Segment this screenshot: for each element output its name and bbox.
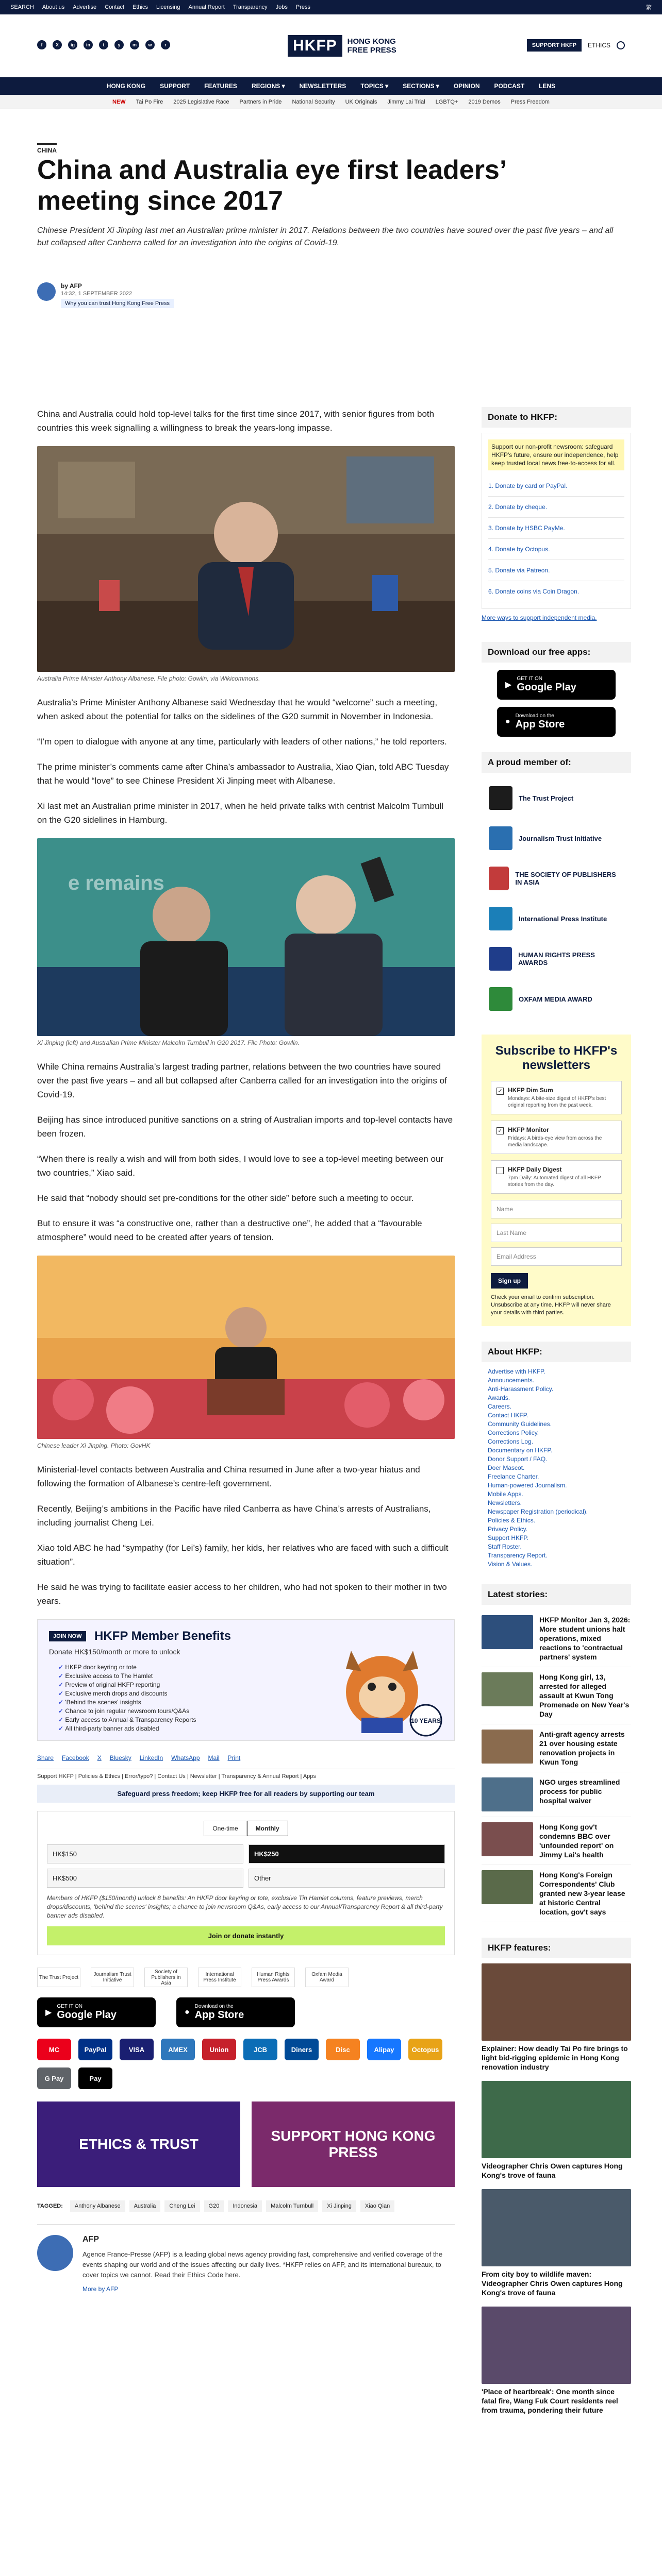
about-link[interactable]: Support HKFP. — [488, 1534, 529, 1541]
topbar-link-advertise[interactable]: Advertise — [73, 4, 97, 10]
feature-card[interactable] — [482, 2189, 631, 2297]
alipay-icon: Alipay — [367, 2039, 401, 2060]
app-store-button[interactable] — [176, 1997, 295, 2027]
amex-icon: AMEX — [161, 2039, 195, 2060]
feature-image — [482, 2081, 631, 2158]
author-box-avatar[interactable] — [37, 2235, 73, 2271]
member-name: The Trust Project — [519, 794, 574, 802]
more-ways-link[interactable]: More ways to support independent media. — [482, 614, 597, 621]
tag-link[interactable]: Malcolm Turnbull — [266, 2200, 318, 2212]
gp-small: GET IT ON — [57, 2004, 82, 2009]
feature-image — [482, 1963, 631, 2041]
option-desc: Fridays: A birds-eye view from across the media landscape. — [508, 1136, 602, 1148]
donate-option[interactable]: 2. Donate by cheque. — [488, 497, 624, 518]
benefit-item: ✓ Early access to Annual & Transparency Reports — [58, 1716, 196, 1724]
member-logo[interactable] — [482, 818, 631, 858]
photo-xi-turnbull[interactable] — [37, 838, 455, 1036]
oxfam-icon — [489, 987, 512, 1011]
donate-heading: Donate to HKFP: — [482, 407, 631, 428]
donate-option[interactable]: 3. Donate by HSBC PayMe. — [488, 518, 624, 539]
about-link[interactable]: Anti-Harassment Policy. — [488, 1385, 554, 1393]
banner-subtitle: Donate HK$150/month or more to unlock — [49, 1648, 180, 1656]
photo-xi-illustration — [37, 1256, 455, 1439]
feature-image — [482, 2189, 631, 2266]
topbar-link-ethics[interactable]: Ethics — [133, 4, 148, 10]
article-paragraph: Xiao told ABC he had “sympathy (for Lei’s) family, her kids, her relatives who are faced with such a difficult situation”. — [37, 1543, 449, 1567]
option-desc: Mondays: A bite-size digest of HKFP's best original reporting from the past week. — [508, 1096, 606, 1108]
as-big: App Store — [515, 719, 565, 730]
paypal-icon: PayPal — [78, 2039, 112, 2060]
trust-project-logo[interactable]: The Trust Project — [37, 1968, 80, 1987]
as-small: Download on the — [515, 713, 554, 719]
about-link[interactable]: Advertise with HKFP. — [488, 1368, 545, 1375]
topbar-link-contact[interactable]: Contact — [105, 4, 125, 10]
diners-icon: Diners — [285, 2039, 319, 2060]
amount-option-selected[interactable]: HK$250 — [249, 1844, 445, 1863]
search-icon[interactable] — [617, 41, 625, 49]
tag-link[interactable]: Xiao Qian — [360, 2200, 394, 2212]
donate-option[interactable]: 4. Donate by Octopus. — [488, 539, 624, 560]
instagram-icon[interactable]: ig — [68, 40, 77, 49]
story-title[interactable]: NGO urges streamlined process for public hospital waiver — [539, 1778, 620, 1805]
newsletter-title: Subscribe to HKFP's newsletters — [495, 1044, 618, 1072]
youtube-icon[interactable]: y — [114, 40, 124, 49]
topbar-link-about[interactable]: About us — [42, 4, 65, 10]
tags-label: TAGGED: — [37, 2203, 63, 2209]
publish-date: 14:32, 1 SEPTEMBER 2022 — [61, 291, 133, 297]
about-link[interactable]: Staff Roster. — [488, 1543, 522, 1550]
apps-heading: Download our free apps: — [482, 642, 631, 663]
about-link[interactable]: Contact HKFP. — [488, 1412, 528, 1419]
trending-link[interactable]: 2025 Legislative Race — [173, 98, 229, 105]
story-title[interactable]: Anti-graft agency arrests 21 over housing estate renovation projects in Kwun Tong — [539, 1730, 625, 1766]
nav-item-support[interactable]: SUPPORT — [160, 82, 190, 90]
partner-logos-row — [37, 1968, 455, 1987]
trending-link[interactable]: LGBTQ+ — [435, 98, 458, 105]
support-links-row[interactable]: Support HKFP | Policies & Ethics | Error/typo? | Contact Us | Newsletter | Transparency & Annual Report | Apps — [37, 1769, 455, 1780]
member-name: HUMAN RIGHTS PRESS AWARDS — [518, 951, 595, 967]
play-icon: ▶ — [505, 681, 512, 689]
member-heading: A proud member of: — [482, 752, 631, 773]
nav-item-opinion[interactable]: OPINION — [453, 82, 480, 90]
photo-caption: Chinese leader Xi Jinping. Photo: GovHK — [37, 1442, 151, 1449]
trending-link[interactable]: Jimmy Lai Trial — [387, 98, 425, 105]
option-title: HKFP Monitor — [508, 1126, 549, 1133]
apple-icon: ● — [505, 717, 510, 726]
article-paragraph: The prime minister’s comments came after China’s ambassador to Australia, Xiao Qian, told ABC Tuesday that he would “love” to see Chinese President Xi Jinping meet with Albanese. — [37, 762, 449, 786]
ethics-promo[interactable]: ETHICS & TRUST — [37, 2102, 240, 2187]
article-paragraph: Xi last met an Australian prime minister in 2017, when he held private talks with centrist Malcolm Turnbull on the G20 sidelines in Hamburg. — [37, 801, 444, 825]
apple-pay-icon: Pay — [78, 2067, 112, 2089]
donate-note: Members of HKFP ($150/month) unlock 8 benefits: An HKFP door keyring or tote, exclusive Tin Hamlet columns, feature previews, merch drops/discounts, 'behind the scenes' insights; a chance to join newsroom Q&As, early access to our Annual/Transparency Report & all third-party banner ads disabled. — [47, 1894, 443, 1919]
donate-option[interactable]: 6. Donate coins via Coin Dragon. — [488, 581, 624, 602]
about-link[interactable]: Documentary on HKFP. — [488, 1447, 553, 1454]
nav-item-topics[interactable]: TOPICS ▾ — [360, 82, 389, 90]
photo-xi-turnbull-illustration — [37, 838, 455, 1036]
tag-link[interactable]: Cheng Lei — [164, 2200, 200, 2212]
article-paragraph: While China remains Australia’s largest trading partner, relations between the two countries have soured over the past five years – and all but collapsed after Canberra called for an investigation into the origins of Covid-19. — [37, 1062, 447, 1099]
donate-lead[interactable]: Support our non-profit newsroom: safeguard HKFP's future, ensure our independence, help keep trusted local news free-to-access for all. — [488, 439, 624, 470]
anniversary-badge: 10 YEARS — [411, 1717, 441, 1724]
member-logo[interactable] — [482, 858, 631, 899]
tag-link[interactable]: Indonesia — [228, 2200, 262, 2212]
promo-row — [37, 2102, 455, 2187]
share-print[interactable]: Print — [227, 1754, 241, 1761]
frequency-toggle — [47, 1821, 445, 1836]
play-icon: ▶ — [45, 2008, 52, 2017]
article-paragraph: Australia’s Prime Minister Anthony Albanese said Wednesday that he would “welcome” such a meeting, when asked about the potential for talks on the sidelines of the G20 summit in November in Indonesia. — [37, 698, 438, 721]
checkbox-icon[interactable] — [496, 1167, 504, 1174]
article-body — [37, 407, 455, 2293]
story-thumbnail — [482, 1777, 533, 1811]
feature-title[interactable]: Videographer Chris Owen captures Hong Kong's trove of fauna — [482, 2162, 623, 2179]
visa-icon: VISA — [120, 2039, 154, 2060]
feature-title[interactable]: From city boy to wildlife maven: Videographer Chris Owen captures Hong Kong's trove of fauna — [482, 2270, 623, 2297]
hrpa-logo[interactable]: Human Rights Press Awards — [252, 1968, 295, 1987]
latest-heading: Latest stories: — [482, 1584, 631, 1605]
share-row — [37, 1754, 455, 1761]
share-facebook[interactable]: Facebook — [62, 1754, 89, 1761]
feature-image — [482, 2307, 631, 2384]
amount-option-other[interactable]: Other — [249, 1869, 445, 1888]
jcb-icon: JCB — [243, 2039, 277, 2060]
article-standfirst: Chinese President Xi Jinping last met an Australian prime minister in 2017. Relations between the two countries have soured over the past five years – and all but collapsed after Canberra called for an investigation into the origins of Covid-19. — [37, 226, 614, 247]
topbar-link-jobs[interactable]: Jobs — [275, 4, 288, 10]
latest-story[interactable] — [482, 1667, 631, 1724]
google-pay-icon: G Pay — [37, 2067, 71, 2089]
svg-text:e remains: e remains — [68, 872, 164, 894]
trust-project-icon — [489, 786, 512, 810]
jti-icon — [489, 826, 512, 850]
trending-link[interactable]: UK Originals — [345, 98, 377, 105]
nav-item-features[interactable]: FEATURES — [204, 82, 237, 90]
nav-item-newsletters[interactable]: NEWSLETTERS — [299, 82, 346, 90]
topbar-link-press[interactable]: Press — [295, 4, 311, 10]
unionpay-icon: Union — [202, 2039, 236, 2060]
tag-link[interactable]: G20 — [204, 2200, 224, 2212]
article-category[interactable]: CHINA — [37, 143, 57, 154]
email-input[interactable]: Email Address — [491, 1247, 622, 1266]
article-paragraph: But to ensure it was “a constructive one, rather than a destructive one”, he added that a “favourable atmosphere” would need to be created after years of tension. — [37, 1218, 422, 1242]
app-store-row — [37, 1997, 455, 2027]
article-paragraph: Beijing has since introduced punitive sanctions on a string of Australian imports and top-level contacts have been frozen. — [37, 1115, 453, 1139]
article-tags — [37, 2200, 455, 2212]
about-link[interactable]: Awards. — [488, 1394, 510, 1401]
amount-option[interactable]: HK$500 — [47, 1869, 243, 1888]
story-thumbnail — [482, 1615, 533, 1649]
gp-small: GET IT ON — [517, 676, 542, 682]
about-link[interactable]: Corrections Log. — [488, 1438, 534, 1445]
trending-link[interactable]: Partners in Pride — [239, 98, 282, 105]
photo-albanese-illustration — [37, 446, 455, 672]
top-utility-bar — [0, 0, 662, 14]
about-link[interactable]: Announcements. — [488, 1377, 535, 1384]
latest-story[interactable] — [482, 1865, 631, 1922]
latest-stories — [482, 1610, 631, 1922]
feature-card[interactable] — [482, 1963, 631, 2072]
main-nav — [0, 77, 662, 95]
ethics-link[interactable]: ETHICS — [587, 42, 610, 49]
benefit-item: ✓ Chance to join regular newsroom tours/Q&As — [58, 1707, 196, 1716]
option-title: HKFP Dim Sum — [508, 1087, 553, 1094]
sign-up-button[interactable]: Sign up — [491, 1273, 528, 1289]
member-logo[interactable] — [482, 939, 631, 979]
story-title[interactable]: Hong Kong's Foreign Correspondents' Club granted new 3-year lease at historic Central location, gov't says — [539, 1871, 625, 1916]
about-link[interactable]: Mobile Apps. — [488, 1490, 523, 1498]
trending-link[interactable]: Press Freedom — [510, 98, 550, 105]
latest-story[interactable] — [482, 1610, 631, 1667]
tag-link[interactable]: Xi Jinping — [322, 2200, 356, 2212]
tag-link[interactable]: Anthony Albanese — [70, 2200, 125, 2212]
share-whatsapp[interactable]: WhatsApp — [171, 1754, 200, 1761]
donate-box — [482, 433, 631, 609]
article-paragraph: Recently, Beijing’s ambitions in the Pacific have riled Canberra as have China’s arrests of Australians, including journalist Cheng Lei. — [37, 1504, 431, 1528]
hrpa-icon — [489, 947, 512, 971]
story-title[interactable]: Hong Kong girl, 13, arrested for alleged assault at Kwun Tong Promenade on New Year's Day — [539, 1673, 630, 1718]
about-link[interactable]: Donor Support / FAQ. — [488, 1455, 548, 1463]
story-title[interactable]: HKFP Monitor Jan 3, 2026: More student unions halt operations, mixed reactions to 'contractual partners' system — [539, 1616, 631, 1661]
trending-link[interactable]: Tai Po Fire — [136, 98, 163, 105]
support-promo[interactable]: SUPPORT HONG KONG PRESS — [252, 2102, 455, 2187]
logo-words — [347, 37, 396, 55]
topbar-link-licensing[interactable]: Licensing — [156, 4, 180, 10]
frequency-one-time[interactable]: One-time — [204, 1821, 246, 1836]
benefit-item: ✓ Preview of original HKFP reporting — [58, 1681, 196, 1689]
about-link[interactable]: Human-powered Journalism. — [488, 1482, 567, 1489]
article-paragraph: “I’m open to dialogue with anyone at any time, particularly with leaders of other nations,” he told reporters. — [37, 737, 447, 747]
jti-logo[interactable]: Journalism Trust Initiative — [91, 1968, 134, 1987]
share-mail[interactable]: Mail — [208, 1754, 220, 1761]
byline-author[interactable]: by AFP — [61, 282, 82, 290]
about-link[interactable]: Transparency Report. — [488, 1552, 548, 1559]
benefit-item: ✓ Exclusive merch drops and discounts — [58, 1689, 196, 1698]
mascot-icon — [315, 1620, 449, 1741]
member-benefits-banner[interactable] — [37, 1619, 455, 1741]
member-logo[interactable] — [482, 979, 631, 1019]
x-icon[interactable]: X — [53, 40, 62, 49]
features-heading: HKFP features: — [482, 1938, 631, 1958]
about-link[interactable]: Corrections Policy. — [488, 1429, 539, 1436]
whatsapp-icon[interactable]: w — [145, 40, 155, 49]
story-thumbnail — [482, 1730, 533, 1764]
trust-link[interactable]: Why you can trust Hong Kong Free Press — [61, 299, 174, 308]
about-link[interactable]: Careers. — [488, 1403, 512, 1410]
as-big: App Store — [194, 2009, 244, 2021]
sidebar-app-store-button[interactable] — [497, 707, 616, 737]
member-logo[interactable] — [482, 778, 631, 818]
topbar-link-annual-report[interactable]: Annual Report — [188, 4, 225, 10]
member-name: OXFAM MEDIA AWARD — [519, 995, 592, 1003]
article-paragraph: “When there is really a wish and will from both sides, I would love to see a top-level meeting between our two countries,” Xiao said. — [37, 1154, 444, 1178]
amount-options — [47, 1844, 445, 1888]
gp-big: Google Play — [57, 2009, 117, 2021]
newsletter-signup — [482, 1035, 631, 1326]
trending-bar — [0, 95, 662, 109]
logo-line-2: FREE PRESS — [347, 46, 396, 55]
about-link[interactable]: Policies & Ethics. — [488, 1517, 536, 1524]
feature-card[interactable] — [482, 2081, 631, 2180]
feature-title[interactable]: 'Place of heartbreak': One month since fatal fire, Wang Fuk Court residents reel from trauma, pondering their future — [482, 2387, 618, 2414]
tag-link[interactable]: Australia — [129, 2200, 161, 2212]
member-logo[interactable] — [482, 899, 631, 939]
about-link[interactable]: Newspaper Registration (periodical). — [488, 1508, 588, 1515]
feature-title[interactable]: Explainer: How deadly Tai Po fire brings to light bid-rigging epidemic in Hong Kong renovation industry — [482, 2044, 628, 2071]
author-avatar[interactable] — [37, 282, 56, 301]
ipi-icon — [489, 907, 512, 930]
about-link[interactable]: Freelance Charter. — [488, 1473, 539, 1480]
benefit-item: ✓ 'Behind the scenes' insights — [58, 1698, 196, 1707]
sopa-icon — [489, 867, 509, 890]
support-hkfp-button[interactable]: SUPPORT HKFP — [527, 39, 582, 52]
site-logo[interactable] — [288, 35, 396, 57]
latest-story[interactable] — [482, 1817, 631, 1865]
benefit-list — [58, 1663, 196, 1733]
share-linkedin[interactable]: LinkedIn — [139, 1754, 163, 1761]
ipi-logo[interactable]: International Press Institute — [198, 1968, 241, 1987]
gp-big: Google Play — [517, 682, 576, 693]
last-name-input[interactable]: Last Name — [491, 1224, 622, 1242]
search-link[interactable]: SEARCH — [10, 4, 34, 10]
about-link[interactable]: Newsletters. — [488, 1499, 522, 1506]
as-small: Download on the — [194, 2004, 234, 2009]
photo-caption: Xi Jinping (left) and Australian Prime Minister Malcolm Turnbull in G20 2017. File Photo: Gowlin. — [37, 1039, 300, 1046]
mastodon-icon[interactable]: m — [130, 40, 139, 49]
discover-icon: Disc — [326, 2039, 360, 2060]
article-headline: China and Australia eye first leaders’ meeting since 2017 — [37, 155, 506, 216]
about-link[interactable]: Privacy Policy. — [488, 1526, 528, 1533]
about-heading: About HKFP: — [482, 1342, 631, 1362]
member-name: THE SOCIETY OF PUBLISHERS IN ASIA — [515, 871, 616, 886]
checkbox-checked-icon[interactable]: ✓ — [496, 1127, 504, 1134]
about-list — [482, 1367, 631, 1569]
banner-title: HKFP Member Benefits — [94, 1629, 231, 1643]
amount-option[interactable]: HK$150 — [47, 1844, 243, 1863]
frequency-monthly[interactable]: Monthly — [247, 1821, 288, 1836]
story-title[interactable]: Hong Kong gov't condemns BBC over 'unfounded report' on Jimmy Lai's health — [539, 1823, 614, 1859]
logo-mark: HKFP — [288, 35, 342, 57]
photo-xi[interactable] — [37, 1256, 455, 1439]
mastercard-icon: MC — [37, 2039, 71, 2060]
facebook-icon[interactable]: f — [37, 40, 46, 49]
about-link[interactable]: Doer Mascot. — [488, 1464, 525, 1471]
octopus-icon: Octopus — [408, 2039, 442, 2060]
author-box-bio: Agence France-Presse (AFP) is a leading global news agency providing fast, comprehensive and verified coverage of the events shaping our world and of the issues affecting our daily lives. *HKFP relies on AFP, and its international bureaux, to cover topics we cannot. Read their Ethics Code here. — [82, 2250, 443, 2279]
sidebar-google-play-button[interactable] — [497, 670, 616, 700]
more-by-author-link[interactable]: More by AFP — [82, 2285, 119, 2293]
trending-link[interactable]: National Security — [292, 98, 335, 105]
topbar-link-transparency[interactable]: Transparency — [233, 4, 268, 10]
name-input[interactable]: Name — [491, 1200, 622, 1218]
donate-option[interactable]: 1. Donate by card or PayPal. — [488, 476, 624, 497]
newsletter-note: Check your email to confirm subscription. Unsubscribe at any time. HKFP will never share your details with third parties. — [491, 1294, 611, 1316]
benefit-item: ✓ HKFP door keyring or tote — [58, 1663, 196, 1672]
nav-item-lens[interactable]: LENS — [539, 82, 556, 90]
member-name: Journalism Trust Initiative — [519, 834, 602, 842]
nav-item-hong-kong[interactable]: HONG KONG — [106, 82, 146, 90]
byline — [37, 282, 174, 308]
article-paragraph: He said that “nobody should set pre-conditions for the other side” before such a meeting to occur. — [37, 1193, 414, 1203]
feature-card[interactable] — [482, 2307, 631, 2415]
join-now-badge[interactable]: JOIN NOW — [49, 1631, 86, 1641]
donate-option[interactable]: 5. Donate via Patreon. — [488, 560, 624, 581]
story-thumbnail — [482, 1672, 533, 1706]
photo-caption: Australia Prime Minister Anthony Albanese. File photo: Gowlin, via Wikicommons. — [37, 675, 260, 682]
rss-icon[interactable]: r — [161, 40, 170, 49]
benefit-item: ✓ Exclusive access to The Hamlet — [58, 1672, 196, 1681]
apple-icon: ● — [185, 2008, 190, 2016]
story-thumbnail — [482, 1870, 533, 1904]
story-thumbnail — [482, 1822, 533, 1856]
telegram-icon[interactable]: t — [99, 40, 108, 49]
latest-story[interactable] — [482, 1724, 631, 1772]
nav-item-sections[interactable]: SECTIONS ▾ — [403, 82, 439, 90]
masthead — [0, 14, 662, 77]
linkedin-icon[interactable]: in — [84, 40, 93, 49]
author-box-name[interactable]: AFP — [82, 2235, 99, 2244]
nav-item-regions[interactable]: REGIONS ▾ — [251, 82, 285, 90]
join-donate-button[interactable]: Join or donate instantly — [47, 1926, 445, 1945]
author-box — [37, 2224, 455, 2293]
latest-story[interactable] — [482, 1772, 631, 1817]
newsletter-option-dim-sum[interactable] — [491, 1081, 622, 1114]
about-link[interactable]: Community Guidelines. — [488, 1420, 552, 1428]
trending-link[interactable]: 2019 Demos — [468, 98, 501, 105]
option-desc: 7pm Daily: Automated digest of all HKFP stories from the day. — [508, 1175, 601, 1188]
article-paragraph: China and Australia could hold top-level talks for the first time since 2017, with senior figures from both countries this week signalling a willingness to break the years-long impasse. — [37, 409, 435, 433]
social-links — [37, 40, 170, 49]
share-bluesky[interactable]: Bluesky — [109, 1754, 131, 1761]
google-play-button[interactable] — [37, 1997, 156, 2027]
sidebar — [482, 407, 631, 2424]
article-paragraph: Ministerial-level contacts between Australia and China resumed in June after a two-year hiatus and following the formation of Albanese’s centre-left government. — [37, 1465, 420, 1488]
safeguard-banner[interactable]: Safeguard press freedom; keep HKFP free for all readers by supporting our team — [37, 1785, 455, 1803]
logo-line-1: HONG KONG — [347, 37, 396, 46]
article-paragraph: He said he was trying to facilitate easier access to her children, who had not spoken to their mother in two years. — [37, 1582, 447, 1606]
language-switch[interactable]: 繁 — [646, 5, 652, 11]
sopa-logo[interactable]: Society of Publishers in Asia — [144, 1968, 188, 1987]
benefit-item: ✓ All third-party banner ads disabled — [58, 1724, 196, 1733]
about-link[interactable]: Vision & Values. — [488, 1561, 533, 1568]
oxfam-logo[interactable]: Oxfam Media Award — [305, 1968, 349, 1987]
donate-widget — [37, 1811, 455, 1955]
nav-item-podcast[interactable]: PODCAST — [494, 82, 525, 90]
photo-albanese[interactable] — [37, 446, 455, 672]
checkbox-checked-icon[interactable]: ✓ — [496, 1088, 504, 1095]
new-badge: NEW — [112, 98, 126, 105]
newsletter-option-daily-digest[interactable] — [491, 1160, 622, 1194]
share-x[interactable]: X — [97, 1754, 102, 1761]
member-name: International Press Institute — [519, 914, 607, 923]
option-title: HKFP Daily Digest — [508, 1166, 562, 1173]
newsletter-option-monitor[interactable] — [491, 1121, 622, 1154]
payment-methods — [37, 2039, 455, 2089]
share-link[interactable]: Share — [37, 1754, 54, 1761]
